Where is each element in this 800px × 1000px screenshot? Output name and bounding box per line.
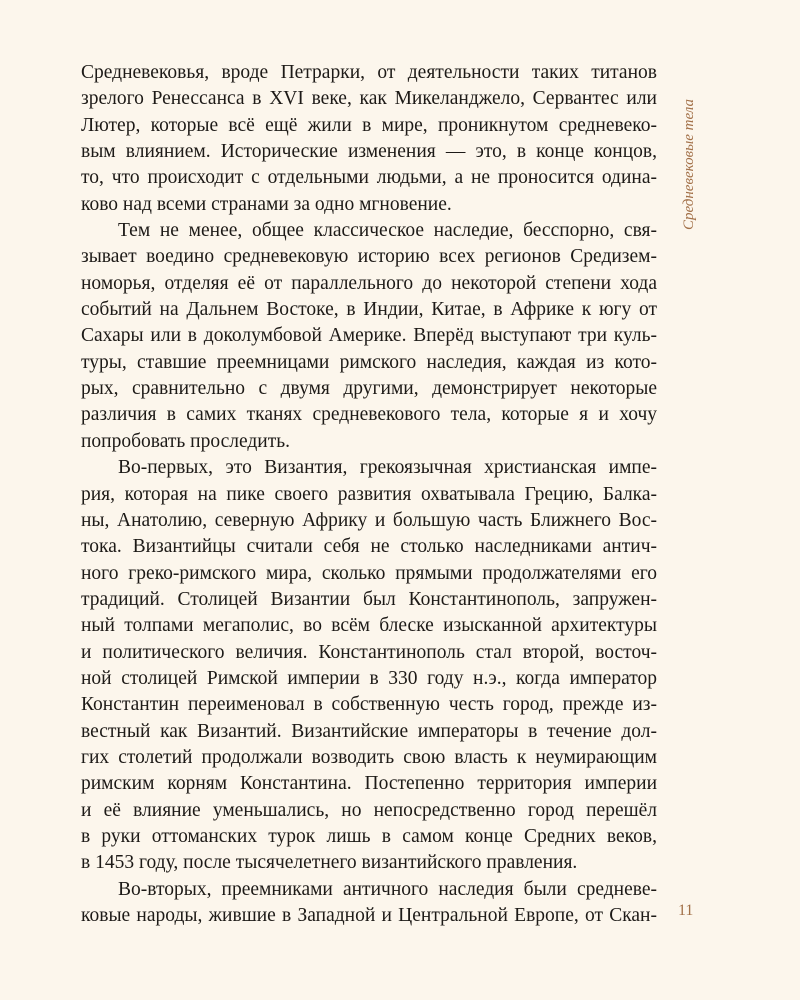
text-line: ного греко-римского мира, сколько прямыми продолжателями его: [81, 562, 657, 584]
text-line: рых, сравнительно с двумя другими, демонстрирует некоторые: [81, 378, 657, 400]
text-line: в руки оттоманских турок лишь в самом конце Средних веков,: [81, 825, 657, 847]
text-line: вестный как Византий. Византийские императоры в течение дол-: [81, 720, 657, 742]
text-line: попробовать проследить.: [81, 430, 291, 452]
text-line: зрелого Ренессанса в XVI веке, как Микеланджело, Сервантес или: [81, 88, 657, 110]
running-head-text: Средневековые тела: [680, 98, 697, 230]
text-line: событий на Дальнем Востоке, в Индии, Китае, в Африке к югу от: [81, 299, 657, 321]
text-line: номорья, отделяя её от параллельного до некоторой степени хода: [81, 272, 657, 294]
page-number: 11: [678, 902, 694, 919]
text-line: ково над всеми странами за одно мгновение.: [81, 193, 452, 215]
text-line: ный толпами мегаполис, во всём блеске изысканной архитектуры: [81, 615, 657, 637]
paragraph-first-line: Во-вторых, преемниками античного наследия были средневе-: [118, 878, 657, 900]
paragraph-first-line: Во-первых, это Византия, грекоязычная христианская импе-: [118, 457, 657, 479]
text-line: тока. Византийцы считали себя не столько наследниками антич-: [81, 536, 657, 558]
text-line: Сахары или в доколумбовой Америке. Вперёд выступают три куль-: [81, 325, 657, 347]
text-line: Лютер, которые всё ещё жили в мире, проникнутом средневеко-: [81, 114, 657, 136]
text-line: зывает воедино средневековую историю всех регионов Средизем-: [81, 246, 657, 268]
text-line: и политического величия. Константинополь стал второй, восточ-: [81, 641, 657, 663]
text-line: ковые народы, жившие в Западной и Центральной Европе, от Скан-: [81, 905, 657, 926]
text-line: Константин переименовал в собственную честь город, прежде из-: [81, 694, 657, 716]
text-line: в 1453 году, после тысячелетнего византийского правления.: [81, 852, 578, 874]
text-line: и её влияние уменьшались, но непосредственно город перешёл: [81, 799, 657, 821]
text-line: различия в самих тканях средневекового тела, которые я и хочу: [81, 404, 657, 426]
text-line: то, что происходит с отдельными людьми, а не проносится одина-: [81, 167, 657, 189]
running-head: [678, 84, 700, 244]
text-line: туры, ставшие преемницами римского наследия, каждая из кото-: [81, 351, 657, 373]
text-line: ной столицей Римской империи в 330 году н.э., когда император: [81, 667, 657, 689]
text-line: Средневековья, вроде Петрарки, от деятельности таких титанов: [81, 62, 657, 83]
text-line: рия, которая на пике своего развития охватывала Грецию, Балка-: [81, 483, 657, 505]
text-line: гих столетий продолжали возводить свою власть к неумирающим: [81, 746, 657, 768]
paragraph-first-line: Тем не менее, общее классическое наследие, бесспорно, свя-: [118, 220, 657, 242]
text-line: ны, Анатолию, северную Африку и большую часть Ближнего Вос-: [81, 509, 657, 531]
text-line: вым влиянием. Исторические изменения — это, в конце концов,: [81, 141, 657, 163]
text-line: традиций. Столицей Византии был Константинополь, запружен-: [81, 588, 657, 610]
body-text: [81, 60, 657, 929]
text-line: римским корням Константина. Постепенно территория империи: [81, 773, 657, 795]
